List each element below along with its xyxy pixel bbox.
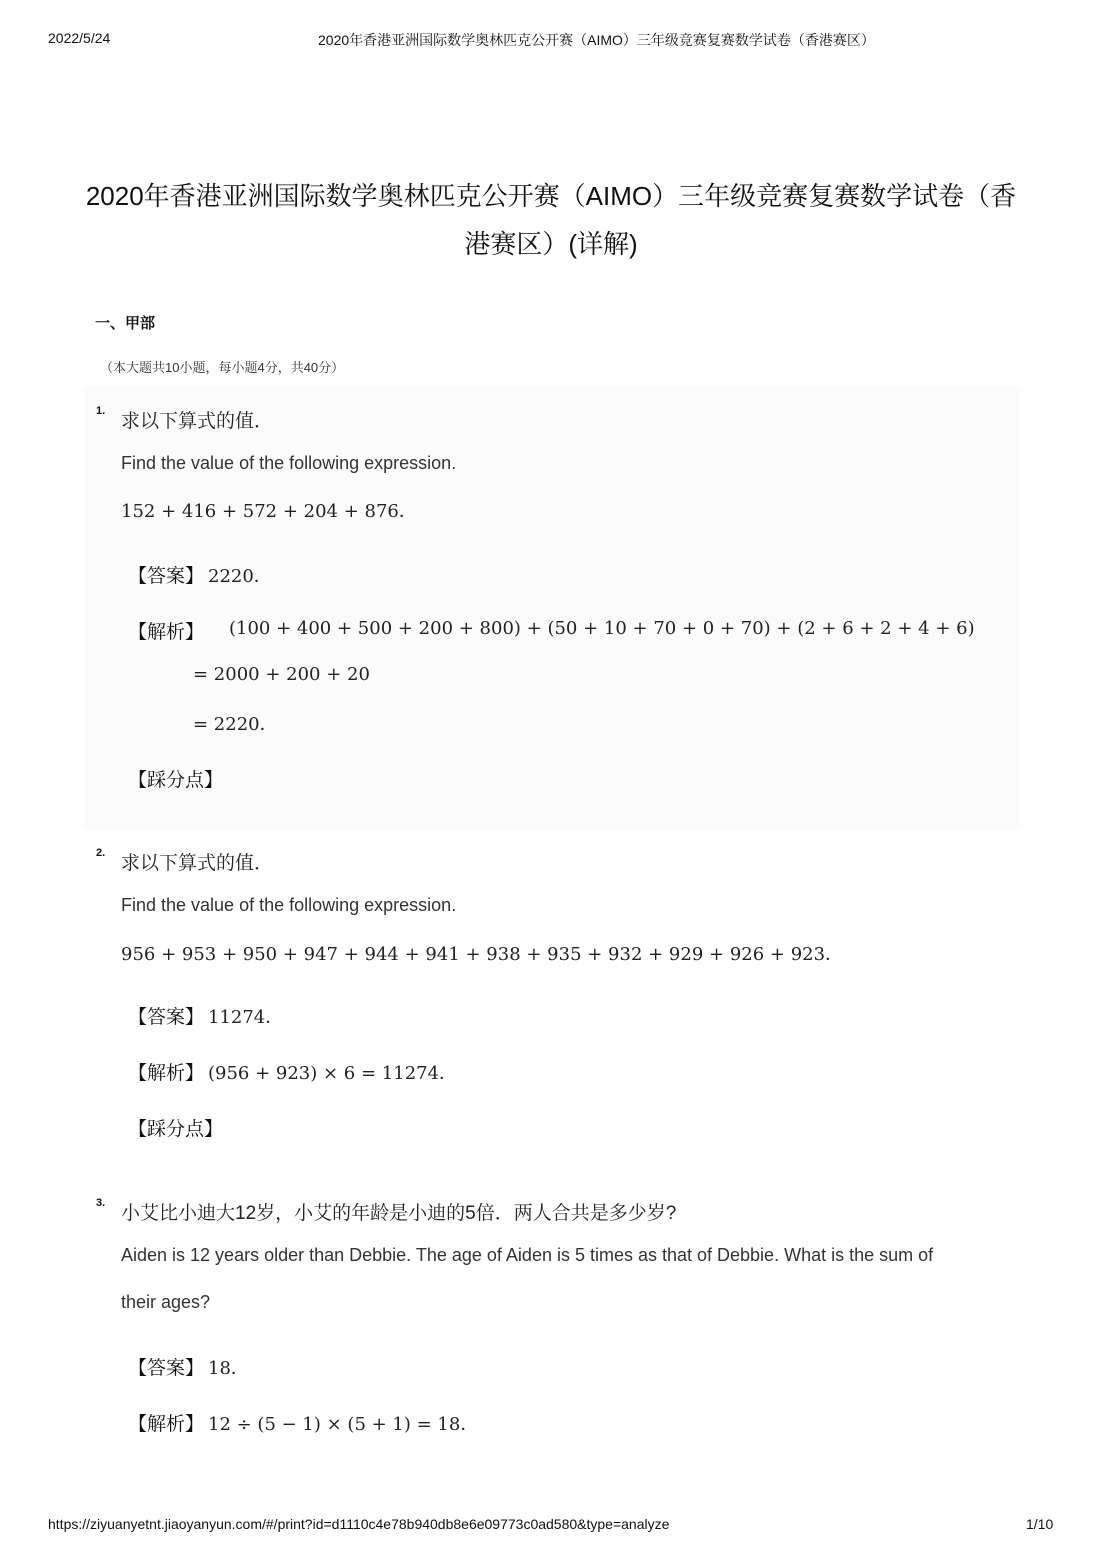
question-1-analysis-line1: (100 + 400 + 500 + 200 + 800) + (50 + 10 + 70 + 0 + 70) + (2 + 6 + 2 + 4 + 6) xyxy=(229,618,975,639)
question-2-points-label: 【踩分点】 xyxy=(128,1119,224,1140)
question-1-zh: 求以下算式的值． xyxy=(121,411,274,432)
question-2-en: Find the value of the following expression. xyxy=(121,895,457,915)
page-title-line1: 2020年香港亚洲国际数学奥林匹克公开赛（AIMO）三年级竞赛复赛数学试卷（香 xyxy=(85,181,1017,211)
question-1-points-label: 【踩分点】 xyxy=(128,770,224,791)
header-doc-title: 2020年香港亚洲国际数学奥林匹克公开赛（AIMO）三年级竞赛复赛数学试卷（香港赛区） xyxy=(318,32,875,48)
page-title-line2: 港赛区）(详解) xyxy=(464,229,638,259)
page-title xyxy=(60,172,1042,268)
question-1-analysis-line2: = 2000 + 200 + 20 xyxy=(193,664,370,685)
question-2-analysis-label: 【解析】 xyxy=(128,1063,205,1084)
question-1-number: 1. xyxy=(96,405,106,417)
question-3-analysis-line1: 12 ÷ (5 − 1) × (5 + 1) = 18． xyxy=(208,1414,479,1435)
question-3-zh: 小艾比小迪大12岁，小艾的年龄是小迪的5倍．两人合共是多少岁? xyxy=(121,1203,677,1224)
question-1-en: Find the value of the following expression. xyxy=(121,453,457,473)
section-heading: 一、甲部 xyxy=(95,315,156,332)
question-3-en-line2: their ages? xyxy=(121,1292,211,1312)
question-2-expression: 956 + 953 + 950 + 947 + 944 + 941 + 938 + 935 + 932 + 929 + 926 + 923． xyxy=(121,944,844,965)
question-2-zh: 求以下算式的值． xyxy=(121,853,274,874)
question-1-answer-label: 【答案】 xyxy=(128,566,205,587)
question-1-analysis-label: 【解析】 xyxy=(128,622,205,643)
question-2-number: 2. xyxy=(96,847,106,859)
print-date: 2022/5/24 xyxy=(48,30,111,46)
question-3-answer: 18． xyxy=(208,1358,249,1379)
question-2-answer: 11274． xyxy=(208,1007,284,1028)
question-3-number: 3. xyxy=(96,1197,106,1209)
question-3-en-line1: Aiden is 12 years older than Debbie. The age of Aiden is 5 times as that of Debbie. What is the sum of xyxy=(121,1245,934,1265)
section-note: （本大题共10小题，每小题4分，共40分） xyxy=(100,360,345,375)
question-3-analysis-label: 【解析】 xyxy=(128,1414,205,1435)
footer-url: https://ziyuanyetnt.jiaoyanyun.com/#/print?id=d1110c4e78b940db8e6e09773c0ad580&type=analyze xyxy=(48,1516,670,1532)
question-2-analysis-line1: (956 + 923) × 6 = 11274． xyxy=(208,1063,458,1084)
question-1-analysis-line3: = 2220． xyxy=(193,714,278,735)
footer-page-number: 1/10 xyxy=(1026,1516,1054,1532)
question-2-answer-label: 【答案】 xyxy=(128,1007,205,1028)
question-1-expression: 152 + 416 + 572 + 204 + 876． xyxy=(121,501,417,522)
question-1-answer: 2220． xyxy=(208,566,272,587)
question-3-answer-label: 【答案】 xyxy=(128,1358,205,1379)
